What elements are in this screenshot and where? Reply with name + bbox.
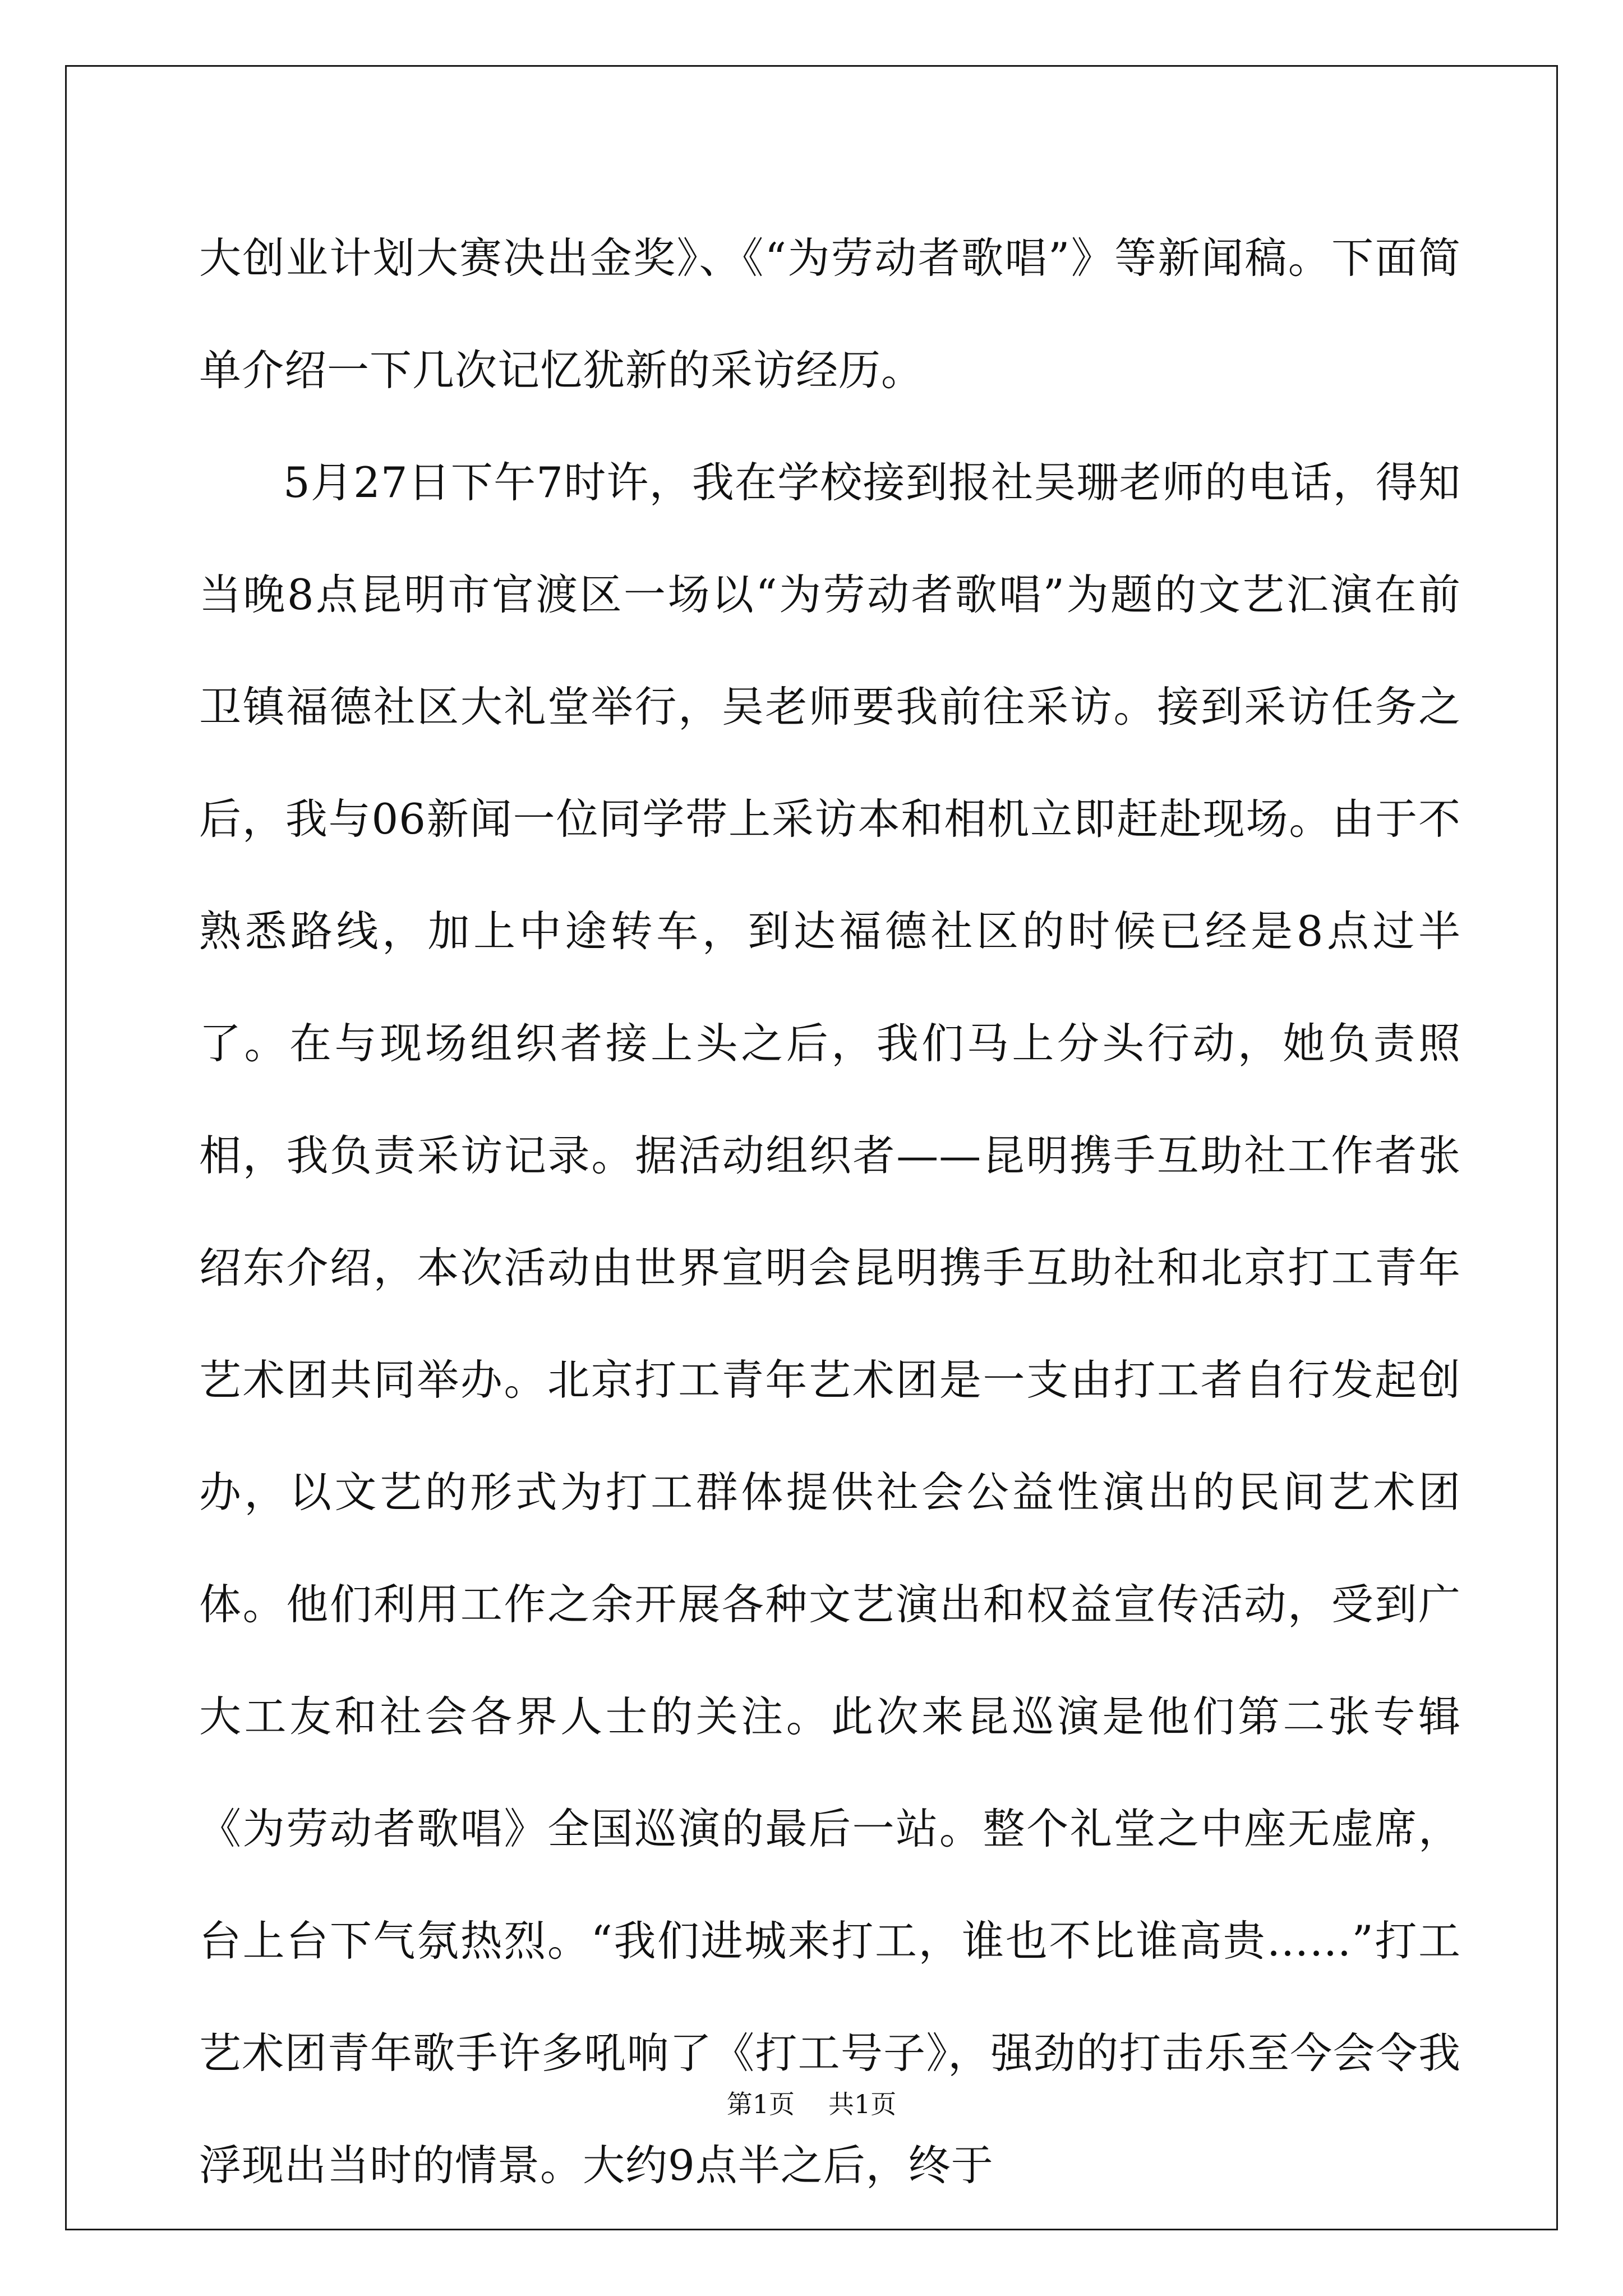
document-body	[199, 202, 1461, 2221]
page-total: 共1页	[828, 2089, 897, 2119]
paragraph-2: 5月27日下午7时许，我在学校接到报社吴珊老师的电话，得知当晚8点昆明市官渡区一场以“为劳动者歌唱”为题的文艺汇演在前卫镇福德社区大礼堂举行，吴老师要我前往采访。接到采访任务之后，我与06新闻一位同学带上采访本和相机立即赶赴现场。由于不熟悉路线，加上中途转车，到达福德社区的时候已经是8点过半了。在与现场组织者接上头之后，我们马上分头行动，她负责照相，我负责采访记录。据活动组织者——昆明携手互助社工作者张绍东介绍，本次活动由世界宣明会昆明携手互助社和北京打工青年艺术团共同举办。北京打工青年艺术团是一支由打工者自行发起创办，以文艺的形式为打工群体提供社会公益性演出的民间艺术团体。他们利用工作之余开展各种文艺演出和权益宣传活动，受到广大工友和社会各界人士的关注。此次来昆巡演是他们第二张专辑《为劳动者歌唱》全国巡演的最后一站。整个礼堂之中座无虚席，台上台下气氛热烈。“我们进城来打工，谁也不比谁高贵……”打工艺术团青年歌手许多吼响了《打工号子》，强劲的打击乐至今会令我浮现出当时的情景。大约9点半之后，终于	[199, 458, 1461, 2190]
page-number: 第1页	[726, 2089, 795, 2119]
paragraph-1: 大创业计划大赛决出金奖》、《“为劳动者歌唱”》等新闻稿。下面简单介绍一下几次记忆犹新的采访经历。	[199, 233, 1461, 395]
page-footer	[0, 2084, 1623, 2121]
